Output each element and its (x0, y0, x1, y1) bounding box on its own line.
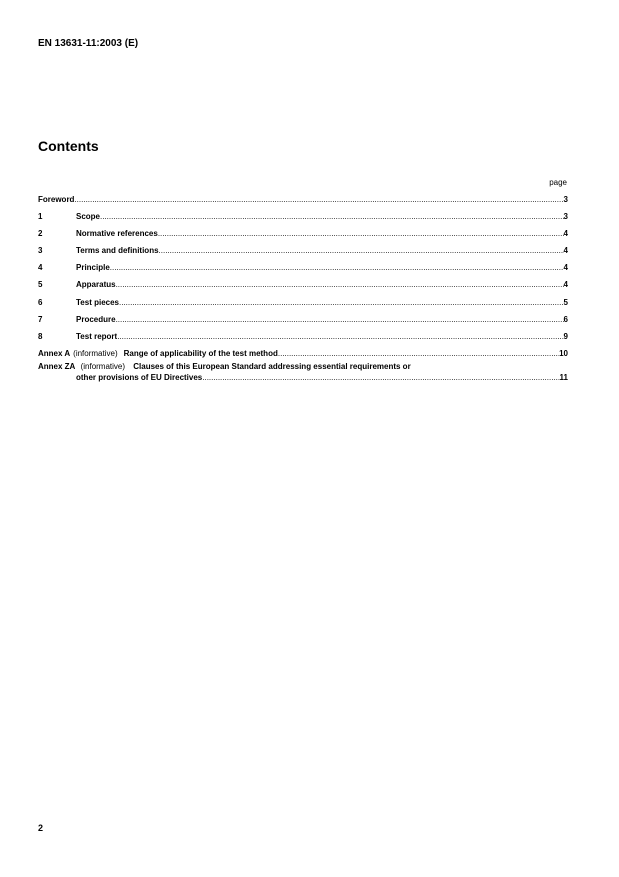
toc-entry-principle[interactable] (38, 256, 568, 273)
toc-entry-page: 4 (563, 280, 568, 290)
dot-leader (119, 298, 564, 308)
page-number: 2 (38, 823, 44, 833)
toc-entry-annex-a[interactable] (38, 342, 568, 359)
toc-entry-annex-za[interactable] (38, 359, 568, 383)
annex-note: (informative) (73, 348, 118, 358)
toc-entry-page: 5 (563, 297, 568, 307)
toc-entry-terms-and-definitions[interactable] (38, 239, 568, 256)
toc-entry-number: 2 (38, 229, 43, 239)
dot-leader (116, 280, 564, 290)
toc-entry-page: 4 (563, 229, 568, 239)
toc-entry-scope[interactable] (38, 205, 568, 222)
dot-leader (202, 373, 559, 383)
page-column-label: page (549, 178, 567, 187)
dot-leader (116, 315, 564, 325)
toc-entry-title: Normative references (76, 229, 158, 239)
dot-leader (117, 332, 563, 342)
annex-title-line-1: Clauses of this European Standard addressing essential requirements or (133, 361, 411, 371)
toc-entry-page: 9 (563, 331, 568, 341)
document-id: EN 13631-11:2003 (E) (38, 38, 139, 49)
toc-entry-procedure[interactable] (38, 308, 568, 325)
toc-entry-title: Scope (76, 212, 101, 222)
annex-label: Annex A (38, 348, 71, 358)
annex-note: (informative) (80, 361, 126, 371)
toc-entry-normative-references[interactable] (38, 222, 568, 239)
toc-entry-title: Test report (76, 331, 118, 341)
toc-entry-title: Foreword (38, 195, 75, 204)
toc-entry-page: 11 (559, 372, 568, 382)
annex-label: Annex ZA (38, 361, 76, 371)
dot-leader (158, 229, 564, 239)
toc-entry-page: 4 (563, 246, 568, 256)
dot-leader (100, 212, 564, 222)
toc-entry-apparatus[interactable] (38, 273, 568, 290)
toc-entry-title: Terms and definitions (76, 246, 159, 256)
dot-leader (159, 246, 564, 256)
toc-entry-number: 4 (38, 263, 43, 273)
toc-entry-title: Apparatus (76, 280, 116, 290)
toc-entry-number: 3 (38, 246, 43, 256)
toc-entry-number: 8 (38, 331, 43, 341)
toc-entry-test-report[interactable] (38, 325, 568, 342)
toc-entry-title: Procedure (76, 314, 116, 324)
annex-title: Range of applicability of the test method (123, 348, 278, 358)
dot-leader (74, 195, 563, 205)
toc-entry-number: 6 (38, 297, 43, 307)
toc-entry-page: 6 (563, 314, 568, 324)
toc-entry-foreword[interactable] (38, 192, 568, 205)
dot-leader (278, 349, 559, 359)
dot-leader (110, 263, 564, 273)
toc-entry-title: Principle (76, 263, 110, 273)
toc-entry-page: 10 (559, 348, 568, 358)
toc-entry-test-pieces[interactable] (38, 290, 568, 307)
toc-entry-number: 1 (38, 212, 43, 222)
table-of-contents (38, 192, 568, 383)
annex-title-line-2: other provisions of EU Directives (76, 372, 203, 382)
toc-entry-title: Test pieces (76, 297, 119, 307)
toc-entry-number: 5 (38, 280, 43, 290)
toc-entry-page: 3 (563, 212, 568, 222)
toc-entry-page: 4 (563, 263, 568, 273)
toc-entry-number: 7 (38, 314, 43, 324)
toc-entry-page: 3 (563, 195, 568, 204)
contents-heading: Contents (38, 138, 99, 154)
